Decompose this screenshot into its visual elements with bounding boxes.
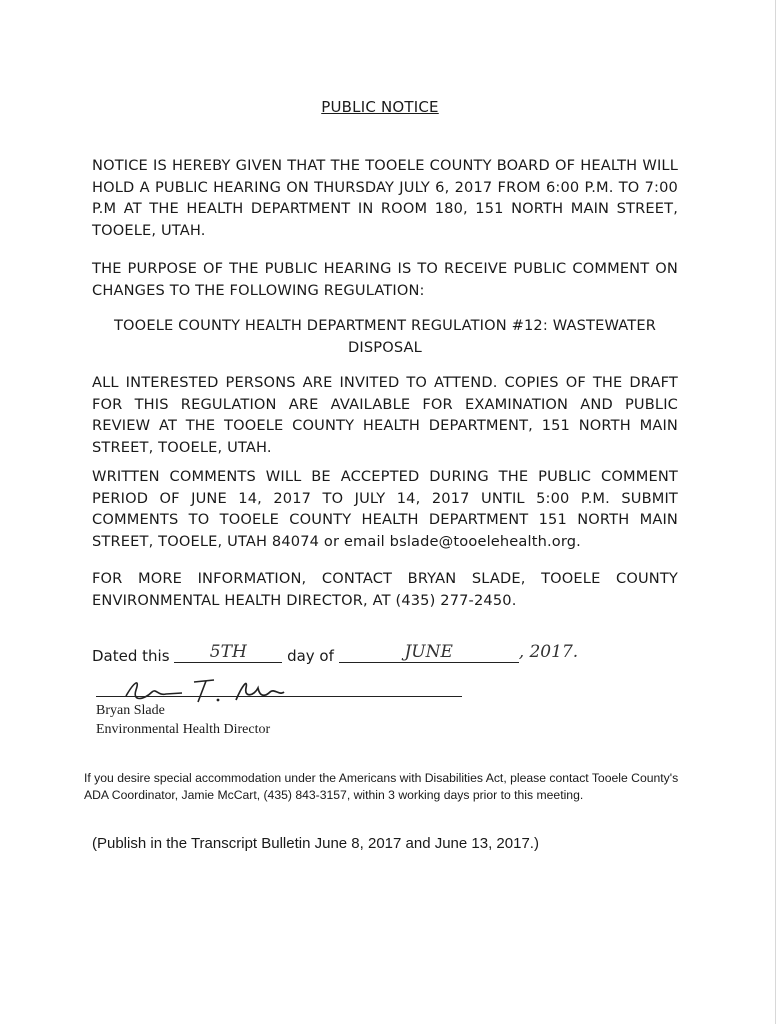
signer-name: Bryan Slade [96,703,165,718]
scan-edge [775,0,776,1024]
publish-note: (Publish in the Transcript Bulletin June 8, 2017 and June 13, 2017.) [92,835,539,852]
signature-line [96,696,462,697]
ada-notice: If you desire special accommodation under the Americans with Disabilities Act, please contact Tooele County's ADA Coordinator, Jamie McCart, (435) 843-3157, within 3 working days prior to this meeting. [84,771,679,802]
signer-title: Environmental Health Director [96,722,271,737]
dated-line [92,642,581,670]
regulation-title: TOOELE COUNTY HEALTH DEPARTMENT REGULATION #12: WASTEWATER DISPOSAL [113,317,656,356]
attendance-paragraph: ALL INTERESTED PERSONS ARE INVITED TO ATTEND. COPIES OF THE DRAFT FOR THIS REGULATION ARE AVAILABLE FOR EXAMINATION AND PUBLIC REVIEW AT THE TOOELE COUNTY HEALTH DEPARTMENT, 151 NORTH MAIN STREET, TOOELE, UTAH. [92,374,678,456]
hearing-purpose: THE PURPOSE OF THE PUBLIC HEARING IS TO RECEIVE PUBLIC COMMENT ON CHANGES TO THE FOLLOWING REGULATION: [92,260,678,299]
signer-block [96,701,270,739]
dated-prefix: Dated this [92,647,170,665]
dated-year: , 2017. [518,642,579,662]
hearing-announcement: NOTICE IS HEREBY GIVEN THAT THE TOOELE COUNTY BOARD OF HEALTH WILL HOLD A PUBLIC HEARING ON THURSDAY JULY 6, 2017 FROM 6:00 P.M. TO 7:00 P.M AT THE HEALTH DEPARTMENT IN ROOM 180, 151 NORTH MAIN STREET, TOOELE, UTAH. [92,157,678,239]
written-comments-paragraph: WRITTEN COMMENTS WILL BE ACCEPTED DURING THE PUBLIC COMMENT PERIOD OF JUNE 14, 2017 TO JULY 14, 2017 UNTIL 5:00 P.M. SUBMIT COMMENTS TO TOOELE COUNTY HEALTH DEPARTMENT 151 NORTH MAIN STREET, TOOELE, UTAH 84074 or email bslade@tooelehealth.org. [92,468,678,550]
dated-middle: day of [287,647,334,665]
contact-paragraph: FOR MORE INFORMATION, CONTACT BRYAN SLADE, TOOELE COUNTY ENVIRONMENTAL HEALTH DIRECTOR, AT (435) 277-2450. [92,570,678,609]
page-title: PUBLIC NOTICE [321,98,439,116]
dated-month: JUNE [339,642,519,663]
dated-day: 5TH [174,642,282,663]
